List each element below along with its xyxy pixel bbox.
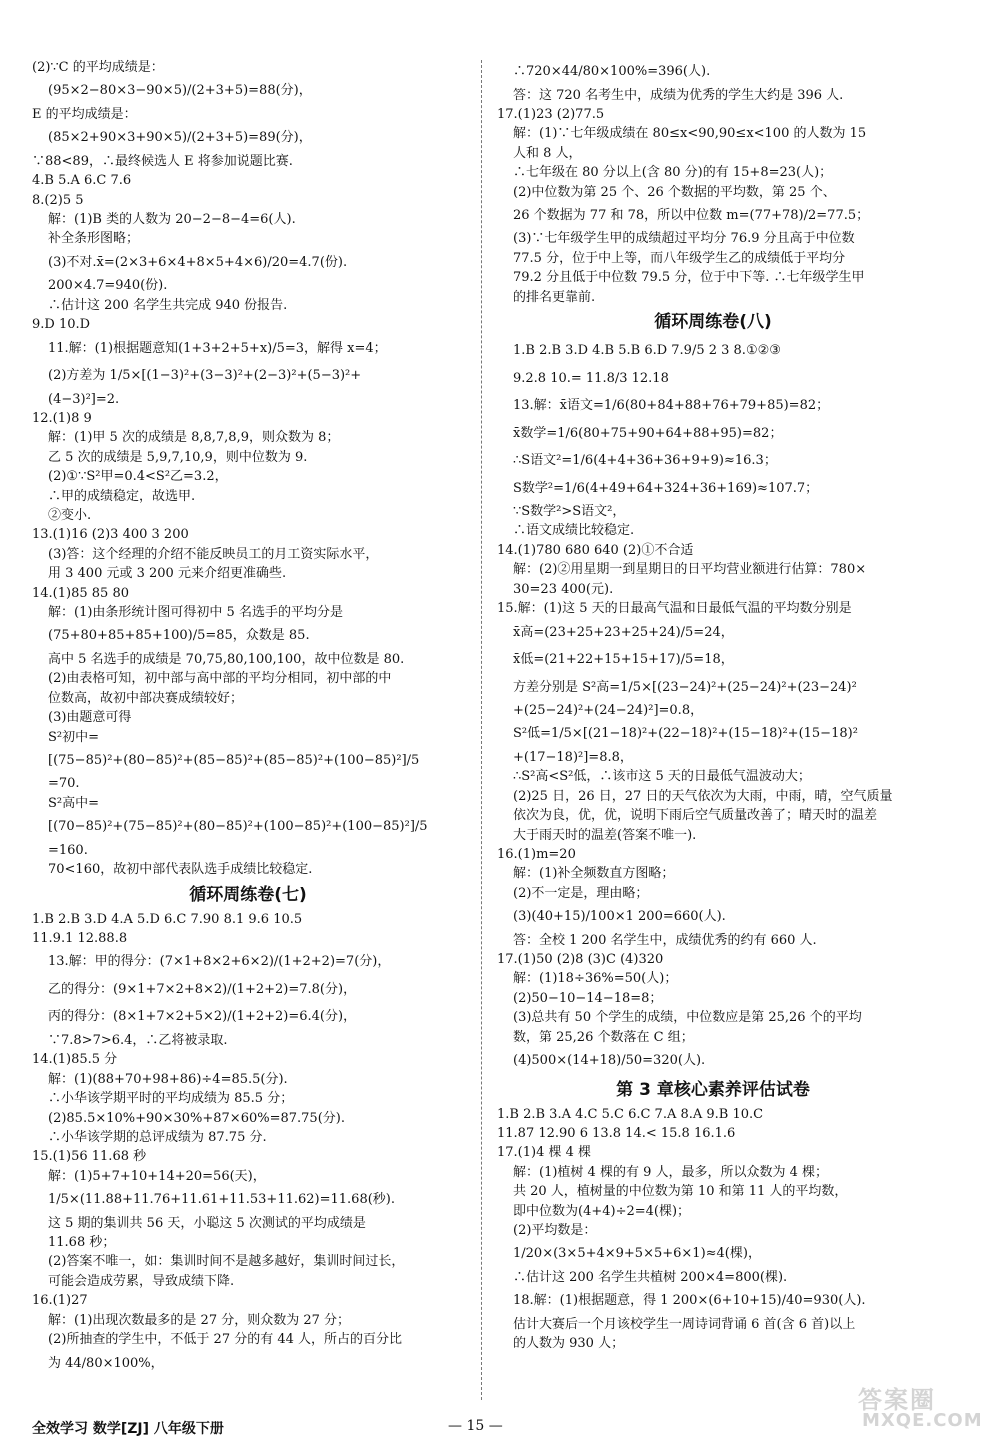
answer-line: =70. — [48, 776, 80, 792]
answer-line: 17.(1)23 (2)77.5 — [497, 106, 605, 122]
answer-line: ②变小. — [48, 508, 92, 523]
answer-line: 11.87 12.90 6 13.8 14.< 15.8 16.1.6 — [497, 1126, 736, 1141]
answer-line: ∴720×44/80×100%=396(人). — [513, 64, 711, 79]
answer-line: ∴S语文²=1/6(4+4+36+36+9+9)≈16.3； — [513, 453, 777, 469]
answer-line: [(75−85)²+(80−85)²+(85−85)²+(85−85)²+(100−85)²]/5 — [48, 752, 420, 768]
answer-line: 1/20×(3×5+4×9+5×5+6×1)≈4(棵)， — [513, 1246, 761, 1262]
answer-line: (3)∵七年级学生甲的成绩超过平均分 76.9 分且高于中位数 — [513, 231, 855, 247]
answer-line: 解：(1)B 类的人数为 20−2−8−4=6(人). — [48, 212, 296, 228]
answer-line: 12.(1)8 9 — [32, 410, 92, 426]
answer-line: 17.(1)50 (2)8 (3)C (4)320 — [497, 952, 664, 968]
answer-line: 11.68 秒； — [48, 1235, 116, 1251]
answer-line: (3)总共有 50 个学生的成绩，中位数应是第 25,26 个的平均 — [513, 1010, 862, 1026]
answer-line: ∴S²高<S²低，∴该市这 5 天的日最低气温波动大； — [513, 769, 811, 785]
answer-line: (95×2−80×3−90×5)/(2+3+5)=88(分)， — [48, 83, 312, 99]
answer-line: 77.5 分，位于中上等，而八年级学生乙的成绩低于平均分 — [513, 250, 846, 266]
answer-line: 答：全校 1 200 名学生中，成绩优秀的约有 660 人. — [513, 932, 817, 948]
answer-line: 解：(1)补全频数直方图略； — [513, 866, 675, 882]
answer-line: 79.2 分且低于中位数 79.5 分，位于中下等. ∴七年级学生甲 — [513, 270, 865, 286]
left-column — [32, 58, 464, 1377]
answer-line: (3)答：这个经理的介绍不能反映员工的月工资实际水平， — [48, 546, 379, 562]
answer-line: 估计大赛后一个月该校学生一周诗词背诵 6 首(含 6 首)以上 — [513, 1316, 856, 1332]
answer-line: 13.解：甲的得分：(7×1+8×2+6×2)/(1+2+2)=7(分)， — [48, 954, 391, 970]
answer-line: 共 20 人，植树量的中位数为第 10 和第 11 人的平均数， — [513, 1184, 848, 1200]
answer-line: 为 44/80×100%， — [48, 1355, 164, 1371]
answer-line: (2)答案不唯一，如：集训时间不是越多越好，集训时间过长， — [48, 1254, 405, 1270]
answer-line: 14.(1)85.5 分 — [32, 1052, 118, 1068]
answer-line: +(25−24)²+(24−24)²]=0.8， — [513, 703, 704, 718]
section-heading: 循环周练卷(七) — [189, 884, 307, 905]
answer-line: x̄数学=1/6(80+75+90+64+88+95)=82； — [513, 425, 783, 441]
answer-line: 方差分别是 S²高=1/5×[(23−24)²+(25−24)²+(23−24)² — [513, 679, 857, 695]
answer-line: 的排名更靠前. — [513, 289, 596, 305]
answer-line: (4−3)²]=2. — [48, 391, 120, 407]
answer-line: 解：(1)(88+70+98+86)÷4=85.5(分). — [48, 1071, 288, 1087]
answer-line: S数学²=1/6(4+49+64+324+36+169)≈107.7； — [513, 480, 819, 496]
answer-line: 4.B 5.A 6.C 7.6 — [32, 173, 132, 189]
answer-line: S²初中= — [48, 729, 100, 745]
answer-line: 乙的得分：(9×1+7×2+8×2)/(1+2+2)=7.8(分)， — [48, 981, 357, 997]
answer-line: 1.B 2.B 3.D 4.B 5.B 6.D 7.9/5 2 3 8.①②③ — [513, 343, 781, 359]
answer-line: 解：(1)植树 4 棵的有 9 人，最多，所以众数为 4 棵； — [513, 1164, 829, 1180]
answer-line: S²低=1/5×[(21−18)²+(22−18)²+(15−18)²+(15−18)² — [513, 726, 858, 742]
answer-line: x̄高=(23+25+23+25+24)/5=24， — [513, 624, 734, 640]
answer-line: 乙 5 次的成绩是 5,9,7,10,9，则中位数为 9. — [48, 449, 308, 465]
answer-line: (2)中位数为第 25 个、26 个数据的平均数，第 25 个、 — [513, 184, 836, 200]
answer-line: 30=23 400(元). — [513, 581, 614, 597]
right-column — [497, 58, 929, 1354]
answer-line: 依次为良，优，优，说明下雨后空气质量改善了；晴天时的温差 — [513, 808, 878, 824]
answer-line: ∴七年级在 80 分以上(含 80 分)的有 15+8=23(人)； — [513, 165, 833, 181]
answer-line: (2)50−10−14−18=8； — [513, 990, 663, 1006]
answer-line: 18.解：(1)根据题意，得 1 200×(6+10+15)/40=930(人). — [513, 1293, 866, 1309]
answer-line: 即中位数为(4+4)÷2=4(棵)； — [513, 1203, 691, 1219]
answer-line: 大于雨天时的温差(答案不唯一). — [513, 827, 697, 843]
answer-line: 15.(1)56 11.68 秒 — [32, 1149, 147, 1165]
section-heading: 循环周练卷(八) — [654, 312, 772, 333]
answer-line: 1/5×(11.88+11.76+11.61+11.53+11.62)=11.68(秒). — [48, 1192, 395, 1208]
answer-line: (3)不对.x̄=(2×3+6×4+8×5+4×6)/20=4.7(份). — [48, 254, 348, 270]
footer-page-number: — 15 — — [448, 1418, 503, 1434]
answer-line: (2)85.5×10%+90×30%+87×60%=87.75(分). — [48, 1110, 345, 1126]
answer-line: =160. — [48, 842, 88, 858]
answer-line: 17.(1)4 棵 4 棵 — [497, 1145, 592, 1161]
answer-line: 1.B 2.B 3.D 4.A 5.D 6.C 7.90 8.1 9.6 10.5 — [32, 911, 303, 927]
answer-line: 14.(1)85 85 80 — [32, 585, 129, 601]
answer-line: 的人数为 930 人； — [513, 1336, 625, 1352]
answer-line: 丙的得分：(8×1+7×2+5×2)/(1+2+2)=6.4(分)， — [48, 1009, 357, 1025]
answer-line: 11.解：(1)根据题意知(1+3+2+5+x)/5=3，解得 x=4； — [48, 340, 387, 356]
answer-line: (2)由表格可知，初中部与高中部的平均分相同，初中部的中 — [48, 671, 392, 687]
answer-line: 70<160，故初中部代表队选手成绩比较稳定. — [48, 862, 313, 878]
answer-line: (75+80+85+85+100)/5=85，众数是 85. — [48, 628, 310, 644]
answer-line: (2)∵C 的平均成绩是： — [32, 60, 164, 75]
answer-line: (2)25 日，26 日，27 日的天气依次为大雨，中雨，晴，空气质量 — [513, 788, 893, 804]
answer-line: 11.9.1 12.88.8 — [32, 931, 128, 946]
answer-line: 9.D 10.D — [32, 317, 91, 333]
answer-line: S²高中= — [48, 795, 100, 811]
watermark-line2: MXQE.COM — [862, 1410, 983, 1431]
answer-line: 26 个数据为 77 和 78，所以中位数 m=(77+78)/2=77.5； — [513, 207, 870, 223]
answer-line: ∴甲的成绩稳定，故选甲. — [48, 488, 196, 504]
answer-line: ∵7.8>7>6.4，∴乙将被录取. — [48, 1032, 228, 1048]
answer-line: 可能会造成劳累，导致成绩下降. — [48, 1273, 235, 1289]
answer-line: 位数高，故初中部决赛成绩较好； — [48, 690, 244, 706]
answer-line: (2)平均数是： — [513, 1223, 597, 1239]
answer-line: ∴估计这 200 名学生共完成 940 份报告. — [48, 297, 288, 313]
answer-line: ∴语文成绩比较稳定. — [513, 523, 635, 539]
answer-line: ∵S数学²>S语文²， — [513, 504, 626, 520]
section-heading: 第 3 章核心素养评估试卷 — [616, 1079, 810, 1100]
answer-line: 13.(1)16 (2)3 400 3 200 — [32, 527, 189, 543]
answer-line: (2)①∵S²甲=0.4<S²乙=3.2， — [48, 469, 228, 485]
answer-line: +(17−18)²]=8.8， — [513, 749, 633, 765]
answer-line: x̄低=(21+22+15+15+17)/5=18， — [513, 652, 734, 667]
answer-line: 200×4.7=940(份). — [48, 278, 168, 294]
answer-line: ∵88<89，∴最终候选人 E 将参加说题比赛. — [32, 153, 293, 169]
answer-line: 解：(1)∵七年级成绩在 80≤x<90,90≤x<100 的人数为 15 — [513, 126, 867, 142]
answer-line: 解：(1)出现次数最多的是 27 分，则众数为 27 分； — [48, 1312, 351, 1328]
answer-line: 高中 5 名选手的成绩是 70,75,80,100,100，故中位数是 80. — [48, 651, 405, 667]
answer-line: ∴估计这 200 名学生共植树 200×4=800(棵). — [513, 1269, 788, 1285]
answer-line: E 的平均成绩是： — [32, 106, 137, 122]
watermark-line1: 答案圈 — [858, 1386, 936, 1414]
answer-line: ∴小华该学期平时的平均成绩为 85.5 分； — [48, 1091, 294, 1107]
answer-line: (85×2+90×3+90×5)/(2+3+5)=89(分)， — [48, 130, 312, 146]
answer-line: (2)方差为 1/5×[(1−3)²+(3−3)²+(2−3)²+(5−3)²+ — [48, 368, 362, 384]
answer-line: 解：(2)②用星期一到星期日的日平均营业额进行估算：780× — [513, 562, 867, 578]
watermark-logo — [840, 1380, 983, 1440]
answer-line: 16.(1)m=20 — [497, 846, 576, 862]
footer-book-title: 全效学习 数学[ZJ] 八年级下册 — [32, 1421, 224, 1437]
answer-line: (3)(40+15)/100×1 200=660(人). — [513, 909, 726, 925]
answer-line: 补全条形图略； — [48, 231, 140, 247]
answer-line: 答：这 720 名考生中，成绩为优秀的学生大约是 396 人. — [513, 87, 844, 103]
answer-line: 8.(2)5 5 — [32, 192, 84, 208]
answer-line: 这 5 期的集训共 56 天，小聪这 5 次测试的平均成绩是 — [48, 1215, 366, 1231]
answer-line: 解：(1)18÷36%=50(人)； — [513, 971, 678, 987]
answer-line: 用 3 400 元或 3 200 元来介绍更准确些. — [48, 566, 287, 582]
answer-line: (3)由题意可得 — [48, 710, 132, 726]
answer-line: 13.解：x̄语文=1/6(80+84+88+76+79+85)=82； — [513, 398, 830, 414]
answer-line: (2)不一定是，理由略； — [513, 885, 649, 901]
answer-line: (2)所抽查的学生中，不低于 27 分的有 44 人，所占的百分比 — [48, 1332, 403, 1348]
answer-line: 15.解：(1)这 5 天的日最高气温和日最低气温的平均数分别是 — [497, 601, 852, 617]
answer-line: ∴小华该学期的总评成绩为 87.75 分. — [48, 1129, 267, 1145]
answer-line: (4)500×(14+18)/50=320(人). — [513, 1053, 706, 1069]
answer-line: 14.(1)780 680 640 (2)①不合适 — [497, 542, 694, 558]
answer-line: [(70−85)²+(75−85)²+(80−85)²+(100−85)²+(100−85)²]/5 — [48, 819, 428, 835]
answer-line: 解：(1)甲 5 次的成绩是 8,8,7,8,9，则众数为 8； — [48, 430, 340, 446]
answer-line: 9.2.8 10.= 11.8/3 12.18 — [513, 370, 669, 386]
answer-line: 人和 8 人， — [513, 145, 582, 161]
answer-line: 16.(1)27 — [32, 1293, 88, 1309]
answer-line: 解：(1)5+7+10+14+20=56(天)， — [48, 1168, 266, 1184]
answer-line: 1.B 2.B 3.A 4.C 5.C 6.C 7.A 8.A 9.B 10.C — [497, 1106, 764, 1122]
column-divider — [481, 60, 482, 1400]
answer-line: 数，第 25,26 个数落在 C 组； — [513, 1029, 694, 1045]
answer-line: 解：(1)由条形统计图可得初中 5 名选手的平均分是 — [48, 605, 343, 621]
